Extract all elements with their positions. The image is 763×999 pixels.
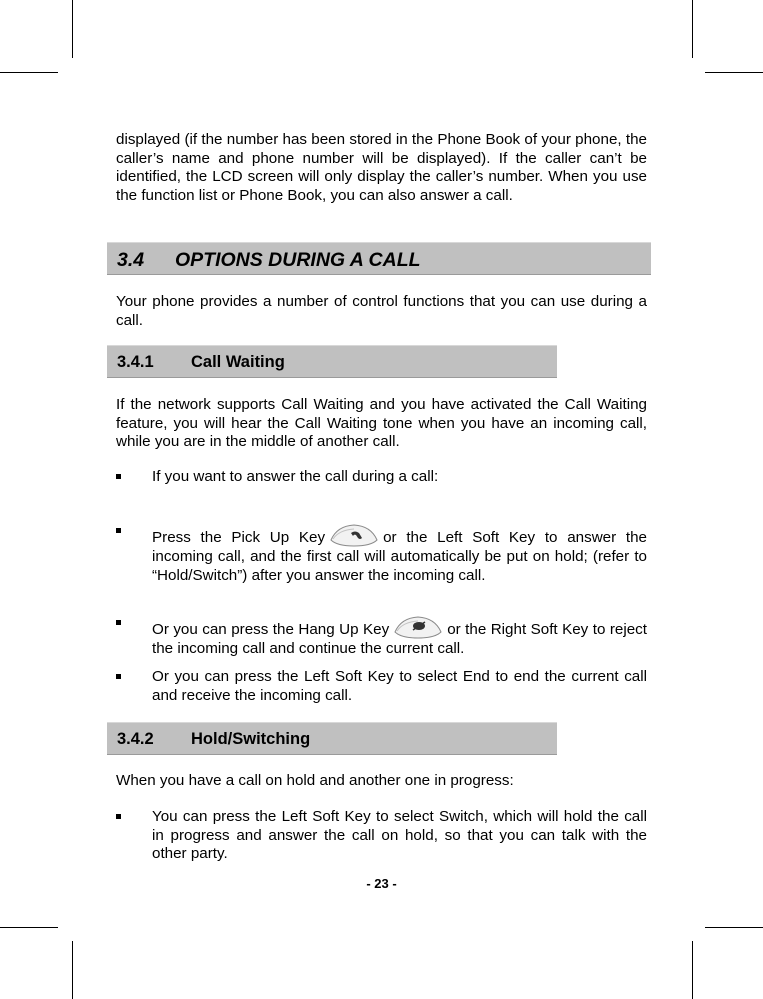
subsection-number: 3.4.2 <box>117 730 154 748</box>
section-intro-paragraph: Your phone provides a number of control functions that you can use during a call. <box>116 293 647 329</box>
bullet-item <box>116 808 647 864</box>
bullet-text <box>152 522 647 585</box>
bullet-text-part: Or you can press the Hang Up Key <box>152 621 390 638</box>
bullet-text <box>152 614 647 659</box>
bullet-item <box>116 614 647 659</box>
call-waiting-paragraph: If the network supports Call Waiting and you have activated the Call Waiting feature, you will hear the Call Waiting tone when you have an incoming call, while you are in the middle of another call. <box>116 396 647 451</box>
bullet-text: You can press the Left Soft Key to select Switch, which will hold the call in progress and answer the call on hold, so that you can talk with the other party. <box>152 808 647 863</box>
crop-mark <box>705 72 763 73</box>
bullet-item <box>116 522 647 585</box>
bullet-square-icon <box>116 474 121 479</box>
crop-mark <box>692 0 693 58</box>
section-heading <box>107 242 651 275</box>
crop-mark <box>72 0 73 58</box>
phone-pickup-key-icon <box>329 522 379 548</box>
bullet-square-icon <box>116 674 121 679</box>
crop-mark <box>0 72 58 73</box>
crop-mark <box>692 941 693 999</box>
crop-mark <box>705 927 763 928</box>
subsection-title: Hold/Switching <box>191 730 311 748</box>
subsection-title: Call Waiting <box>191 353 285 371</box>
section-number: 3.4 <box>117 249 145 271</box>
bullet-text: If you want to answer the call during a call: <box>152 468 439 485</box>
bullet-text-part: or the Right Soft Key to reject the incoming call and continue the current call. <box>152 621 647 657</box>
bullet-text: Or you can press the Left Soft Key to select End to end the current call and receive the incoming call. <box>152 668 647 704</box>
crop-mark <box>0 927 58 928</box>
hold-switching-paragraph: When you have a call on hold and another one in progress: <box>116 772 514 789</box>
section-title: OPTIONS DURING A CALL <box>175 249 421 271</box>
bullet-item <box>116 668 647 705</box>
bullet-text-part: Press the Pick Up Key <box>152 529 326 546</box>
intro-paragraph: displayed (if the number has been stored in the Phone Book of your phone, the caller’s name and phone number will be displayed). If the caller can’t be identified, the LCD screen will only display the caller’s number. When you use the function list or Phone Book, you can also answer a call. <box>116 131 647 204</box>
bullet-text-part: or the Left Soft Key to answer the incoming call, and the first call will automatically be put on hold; (refer to “Hold/Switch”) after you answer the incoming call. <box>152 529 647 584</box>
subsection-heading-hold-switching <box>107 722 557 755</box>
subsection-number: 3.4.1 <box>117 353 154 371</box>
bullet-square-icon <box>116 528 121 533</box>
bullet-square-icon <box>116 620 121 625</box>
phone-hangup-key-icon <box>393 614 443 640</box>
subsection-heading-call-waiting <box>107 345 557 378</box>
bullet-item <box>116 468 647 487</box>
bullet-square-icon <box>116 814 121 819</box>
page-number: - 23 - <box>366 876 397 891</box>
crop-mark <box>72 941 73 999</box>
